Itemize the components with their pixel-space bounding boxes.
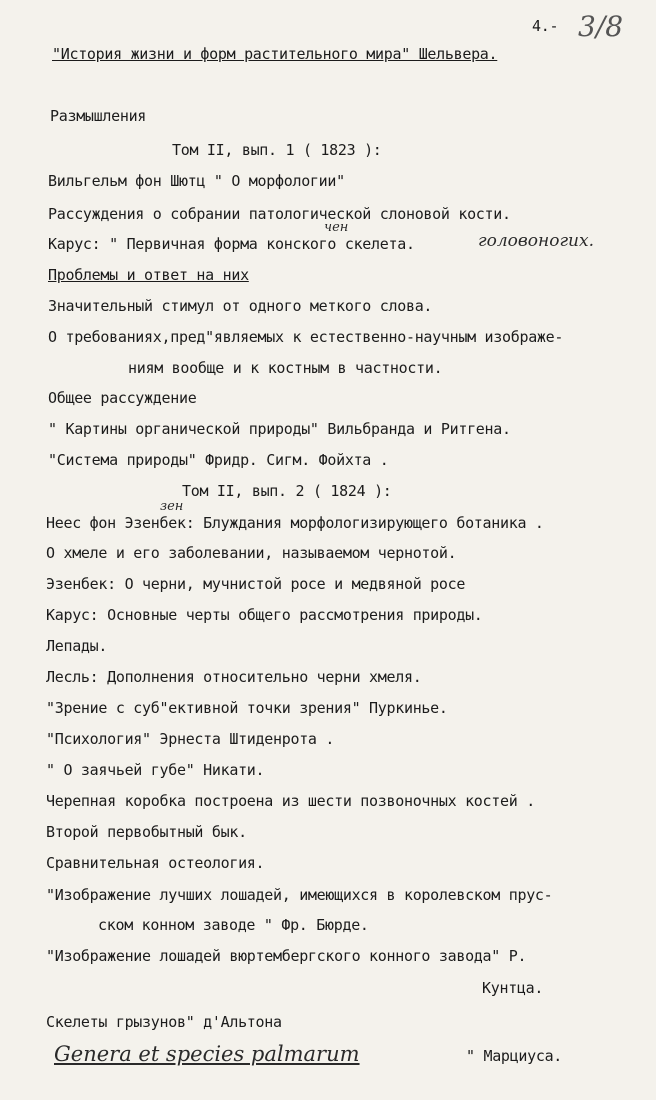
list-item: "Психология" Эрнеста Штиденрота . bbox=[46, 730, 335, 748]
list-item: " Картины органической природы" Вильбранда и Ритгена. bbox=[48, 420, 511, 438]
list-item: Лесль: Дополнения относительно черни хмеля. bbox=[46, 668, 422, 686]
list-item: "Зрение с суб"ективной точки зрения" Пуркинье. bbox=[46, 699, 448, 717]
handwritten-correction-zen: зен bbox=[160, 499, 184, 514]
list-item: ниям вообще и к костным в частности. bbox=[128, 359, 443, 377]
handwritten-genera-species: Genera et species palmarum bbox=[54, 1042, 360, 1066]
list-item: Сравнительная остеология. bbox=[46, 854, 265, 872]
list-item: Лепады. bbox=[46, 637, 108, 655]
list-item: Черепная коробка построена из шести позвоночных костей . bbox=[46, 792, 535, 810]
list-item: ском конном заводе " Фр. Бюрде. bbox=[98, 916, 369, 934]
list-item: "Система природы" Фридр. Сигм. Фойхта . bbox=[48, 451, 389, 469]
document-title: "История жизни и форм растительного мира" Шельвера. bbox=[52, 45, 498, 63]
list-item: О требованиях,пред"являемых к естественно-научным изображе- bbox=[48, 328, 564, 346]
list-item: О хмеле и его заболевании, называемом чернотой. bbox=[46, 544, 457, 562]
list-item: Проблемы и ответ на них bbox=[48, 266, 249, 284]
list-item: Карус: " Первичная форма конского скелета. bbox=[48, 235, 415, 253]
list-item: Неес фон Эзенбек: Блуждания морфологизирующего ботаника . bbox=[46, 514, 544, 532]
volume-1-heading: Том II, вып. 1 ( 1823 ): bbox=[172, 141, 382, 159]
list-item: Эзенбек: О черни, мучнистой росе и медвяной росе bbox=[46, 575, 466, 593]
list-item: Кунтца. bbox=[482, 979, 544, 997]
list-item: " Марциуса. bbox=[466, 1047, 563, 1065]
list-item: Вильгельм фон Шютц " О морфологии" bbox=[48, 172, 345, 190]
list-item: Скелеты грызунов" д'Альтона bbox=[46, 1013, 282, 1031]
page-number-handwritten: 3/8 bbox=[578, 10, 624, 43]
section-heading: Размышления bbox=[50, 107, 147, 125]
list-item: Рассуждения о собрании патологической слоновой кости. bbox=[48, 205, 511, 223]
list-item: "Изображение лучших лошадей, имеющихся в королевском прус- bbox=[46, 886, 553, 904]
list-item: Общее рассуждение bbox=[48, 389, 197, 407]
list-item: " О заячьей губе" Никати. bbox=[46, 761, 265, 779]
volume-2-heading: Том II, вып. 2 ( 1824 ): bbox=[182, 482, 392, 500]
list-item: Карус: Основные черты общего рассмотрения природы. bbox=[46, 606, 483, 624]
handwritten-correction-kon: чен bbox=[324, 220, 349, 235]
handwritten-note-golovonogikh: головоногих. bbox=[478, 231, 594, 251]
list-item: Второй первобытный бык. bbox=[46, 823, 247, 841]
page-number: 4.- bbox=[532, 17, 559, 35]
list-item: "Изображение лошадей вюртембергского конного завода" Р. bbox=[46, 947, 527, 965]
list-item: Значительный стимул от одного меткого слова. bbox=[48, 297, 433, 315]
